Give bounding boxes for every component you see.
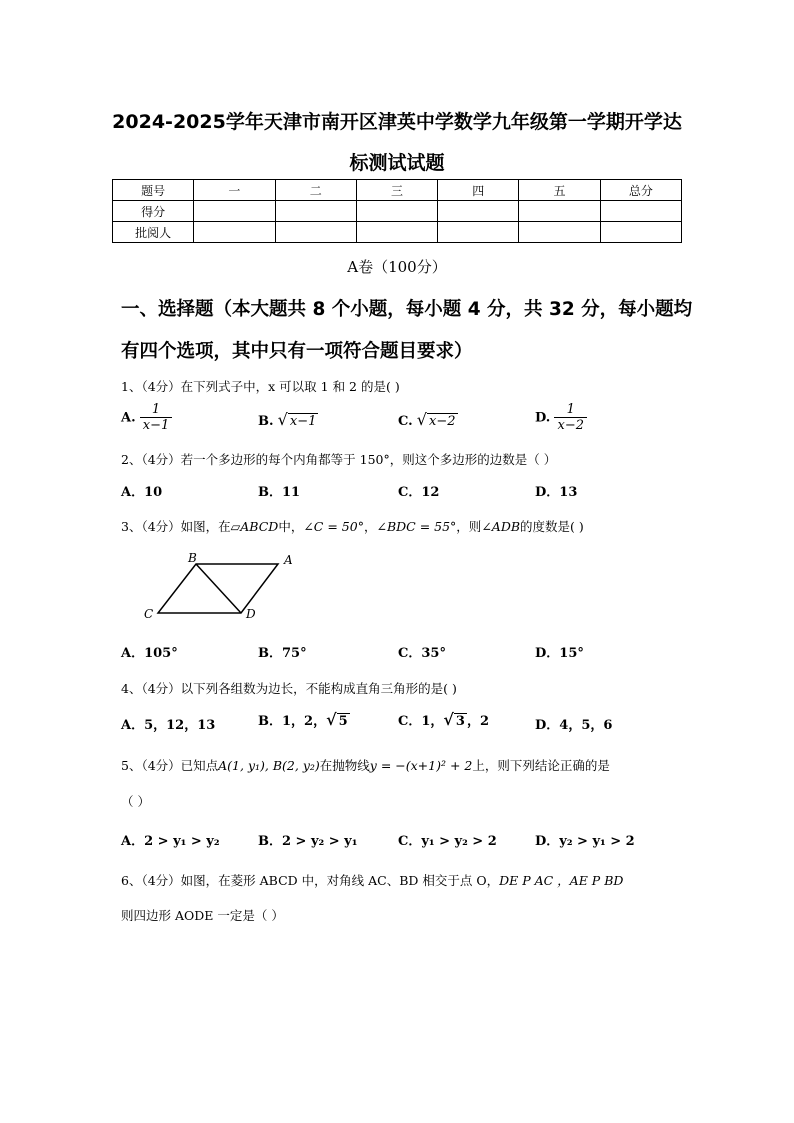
question-5-option-d[interactable]: D．y₂ > y₁ > 2 [535,834,635,849]
score-table [112,179,682,243]
question-1-option-c[interactable]: C. √ x−2 [398,410,456,429]
question-3-option-c[interactable]: C．35° [398,646,446,661]
score-cell[interactable] [600,201,681,222]
part1-heading-line2: 有四个选项，其中只有一项符合题目要求） [121,341,473,362]
score-cell[interactable] [519,201,600,222]
question-6-stem: 6、（4分）如图，在菱形 ABCD 中，对角线 AC、BD 相交于点 O，DE P AC ，AE P BD [121,873,624,888]
score-table-row [113,222,682,243]
question-2-option-a[interactable]: A．10 [121,485,163,500]
score-header-cell: 总分 [600,180,681,201]
parallelogram-figure [138,550,298,622]
section-a-heading: A卷（100分） [347,258,447,276]
part1-heading-line1: 一、选择题（本大题共 8 个小题，每小题 4 分，共 32 分，每小题均 [121,299,693,320]
fraction: $\frac{1}{x-2}$ [554,402,587,434]
score-cell[interactable] [600,222,681,243]
score-cell[interactable] [194,201,275,222]
score-cell[interactable] [194,222,275,243]
score-header-cell: 一 [194,180,275,201]
score-cell[interactable] [356,201,437,222]
score-header-cell: 三 [356,180,437,201]
question-5-stem: 5、（4分）已知点A(1, y₁), B(2, y₂)在抛物线y = −(x+1)² + 2上，则下列结论正确的是 [121,758,610,773]
question-1-option-b[interactable]: B. √ x−1 [258,410,317,429]
score-cell[interactable] [519,222,600,243]
question-1-option-d[interactable]: D. $\frac{1}{x-2}$ [535,402,587,434]
question-5-option-a[interactable]: A．2 > y₁ > y₂ [121,834,220,849]
radical: √ 5 [326,710,348,729]
score-row-label: 得分 [113,201,194,222]
score-row-label: 批阅人 [113,222,194,243]
question-5-option-b[interactable]: B．2 > y₂ > y₁ [258,834,358,849]
question-4-option-b[interactable]: B．1，2，√ 5 [258,710,348,729]
question-3-option-d[interactable]: D．15° [535,646,584,661]
question-2-stem: 2、（4分）若一个多边形的每个内角都等于 150°，则这个多边形的边数是（ ） [121,452,557,467]
score-cell[interactable] [275,201,356,222]
diagonal-bd [196,564,241,613]
doc-title-line2: 标测试试题 [349,152,445,174]
question-3-option-a[interactable]: A．105° [121,646,178,661]
question-5-option-c[interactable]: C．y₁ > y₂ > 2 [398,834,497,849]
vertex-label-a: A [284,553,293,567]
doc-title-line1: 2024-2025学年天津市南开区津英中学数学九年级第一学期开学达 [112,111,682,133]
question-1-stem: 1、（4分）在下列式子中，x 可以取 1 和 2 的是( ) [121,379,400,394]
score-table-row [113,201,682,222]
question-1-option-a[interactable]: A. $\frac{1}{x-1}$ [121,402,172,434]
score-cell[interactable] [275,222,356,243]
radical: √ 3 [443,710,465,729]
question-2-option-d[interactable]: D．13 [535,485,578,500]
question-6-stem-line2: 则四边形 AODE 一定是（ ） [121,908,284,923]
question-4-stem: 4、（4分）以下列各组数为边长，不能构成直角三角形的是( ) [121,681,457,696]
question-4-option-a[interactable]: A．5，12，13 [121,718,216,733]
radical: √ x−1 [277,410,317,429]
score-table-header-row [113,180,682,201]
radical: √ x−2 [416,410,456,429]
vertex-label-d: D [246,607,256,621]
question-2-option-b[interactable]: B．11 [258,485,301,500]
score-header-cell: 四 [438,180,519,201]
vertex-label-c: C [144,607,154,621]
question-4-option-c[interactable]: C．1，√ 3 ，2 [398,710,490,729]
score-cell[interactable] [438,222,519,243]
score-header-cell: 题号 [113,180,194,201]
score-cell[interactable] [438,201,519,222]
question-5-stem-line2: （ ） [121,794,150,809]
score-header-cell: 五 [519,180,600,201]
question-3-option-b[interactable]: B．75° [258,646,307,661]
score-cell[interactable] [356,222,437,243]
question-2-option-c[interactable]: C．12 [398,485,440,500]
vertex-label-b: B [188,551,197,565]
question-3-stem: 3、（4分）如图，在▱ABCD中，∠C = 50°，∠BDC = 55°，则∠ADB的度数是( ) [121,519,584,534]
fraction: $\frac{1}{x-1}$ [140,402,173,434]
score-header-cell: 二 [275,180,356,201]
question-4-option-d[interactable]: D．4，5，6 [535,718,613,733]
